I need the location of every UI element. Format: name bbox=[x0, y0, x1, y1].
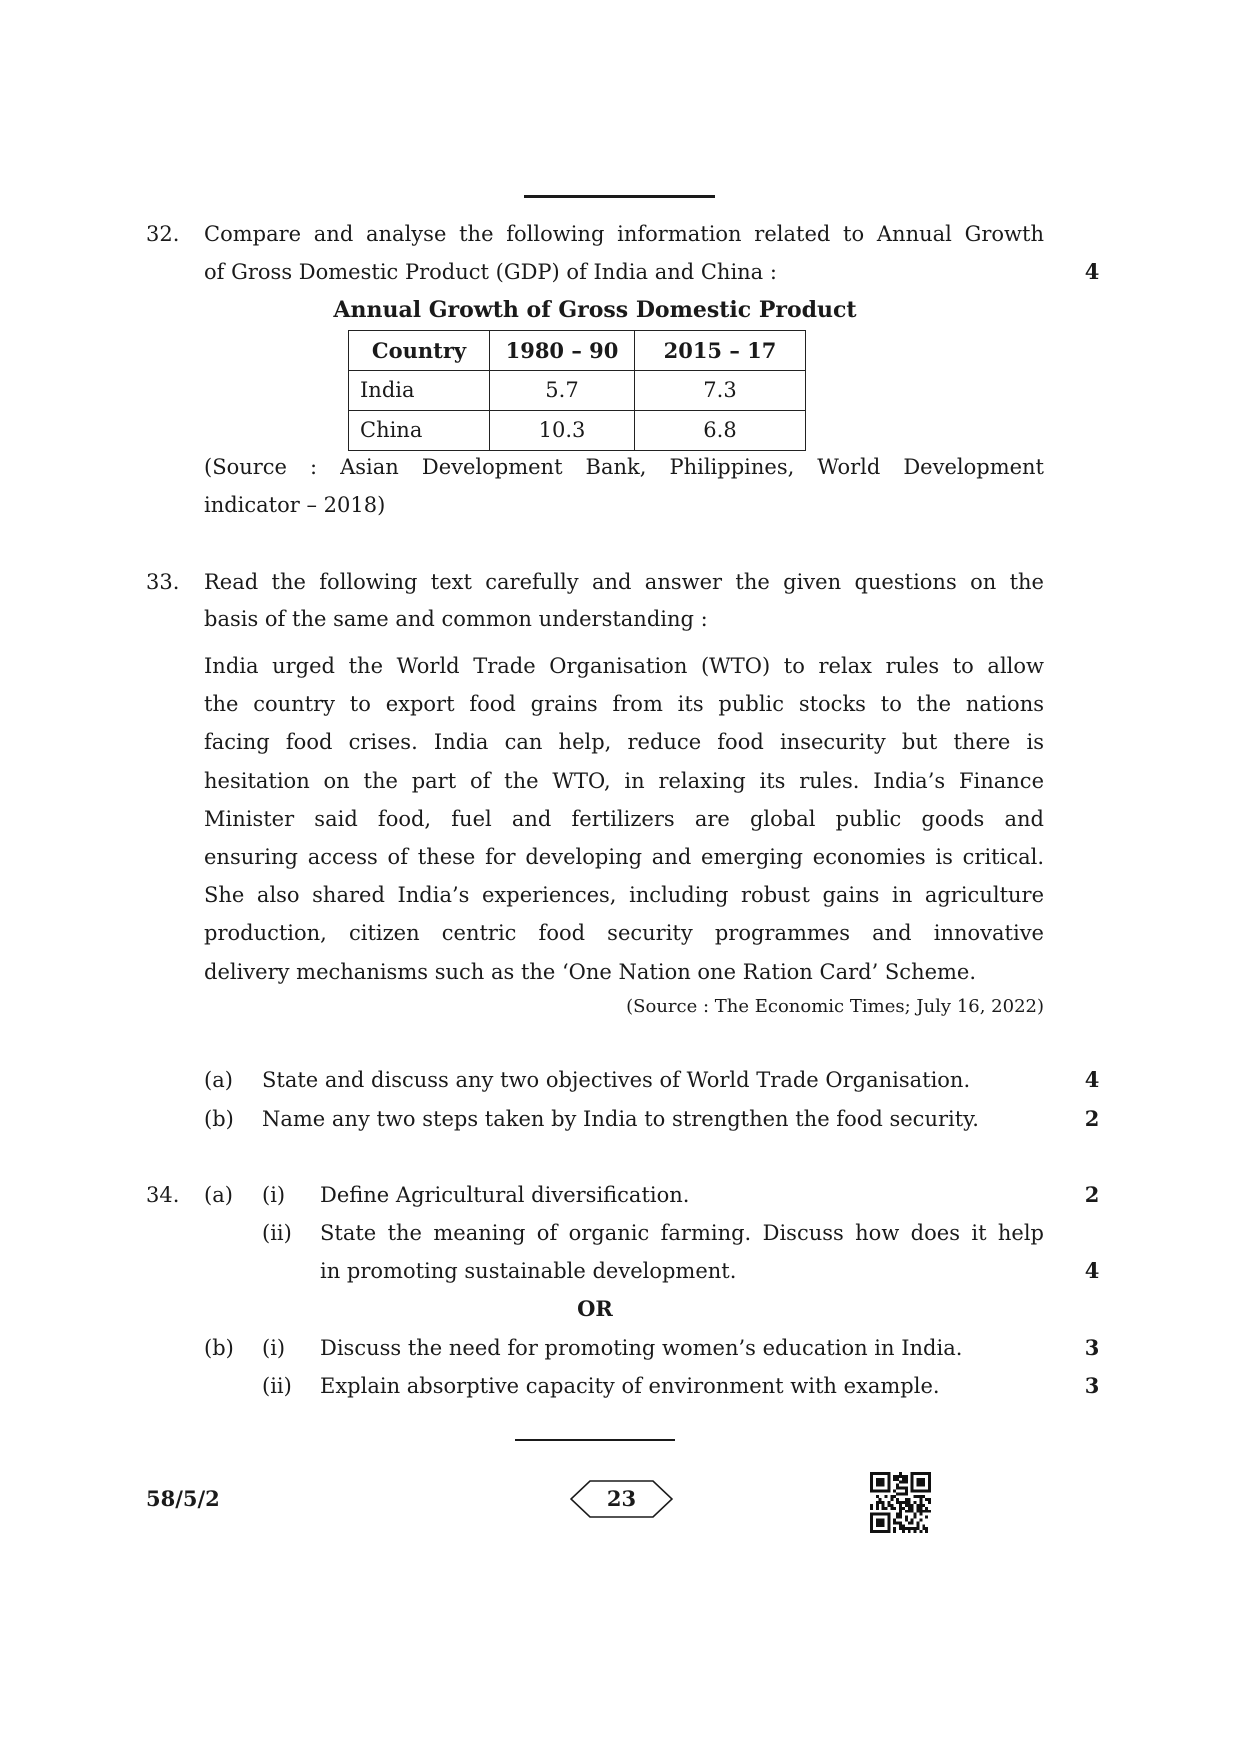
qr-module bbox=[876, 1478, 885, 1487]
qr-module bbox=[890, 1495, 893, 1498]
qr-module bbox=[916, 1527, 919, 1530]
qr-module bbox=[896, 1513, 899, 1516]
qr-module bbox=[916, 1495, 919, 1498]
qr-module bbox=[922, 1510, 925, 1513]
qr-module bbox=[905, 1481, 908, 1484]
qr-module bbox=[922, 1504, 925, 1507]
qr-module bbox=[919, 1510, 922, 1513]
qr-module bbox=[925, 1510, 928, 1513]
qr-module bbox=[925, 1530, 928, 1533]
qr-module bbox=[928, 1510, 931, 1513]
qr-module bbox=[905, 1489, 908, 1492]
qr-module bbox=[919, 1498, 922, 1501]
table-header-cell: 1980 – 90 bbox=[490, 331, 635, 371]
qr-module bbox=[896, 1475, 899, 1478]
qr-module bbox=[887, 1501, 890, 1504]
qr-module bbox=[902, 1475, 905, 1478]
qr-module bbox=[879, 1498, 882, 1501]
passage-line: the country to export food grains from its public stocks to the nations bbox=[204, 692, 1044, 716]
qr-module bbox=[908, 1510, 911, 1513]
qr-module bbox=[925, 1507, 928, 1510]
marks: 3 bbox=[1084, 1335, 1100, 1360]
qr-module bbox=[908, 1527, 911, 1530]
passage-line: Minister said food, fuel and fertilizers are global public goods and bbox=[204, 807, 1044, 831]
qr-module bbox=[905, 1498, 908, 1501]
qr-module bbox=[914, 1516, 917, 1519]
qr-module bbox=[905, 1475, 908, 1478]
qr-module bbox=[902, 1524, 905, 1527]
marks: 4 bbox=[1084, 1067, 1100, 1092]
qr-module bbox=[914, 1527, 917, 1530]
sub-part-label: (i) bbox=[262, 1183, 286, 1207]
qr-module bbox=[916, 1521, 919, 1524]
qr-module bbox=[908, 1504, 911, 1507]
passage-line: ensuring access of these for developing and emerging economies is critical. bbox=[204, 845, 1044, 869]
marks: 4 bbox=[1084, 259, 1100, 284]
qr-module bbox=[922, 1524, 925, 1527]
paper-code: 58/5/2 bbox=[146, 1486, 220, 1511]
qr-module bbox=[899, 1481, 902, 1484]
qr-module bbox=[902, 1487, 905, 1490]
qr-module bbox=[922, 1527, 925, 1530]
qr-module bbox=[882, 1504, 885, 1507]
qr-module bbox=[911, 1504, 914, 1507]
question-text-line: of Gross Domestic Product (GDP) of India and China : bbox=[204, 260, 777, 284]
qr-module bbox=[876, 1518, 885, 1527]
page-number: 23 bbox=[606, 1486, 637, 1511]
qr-module bbox=[916, 1504, 919, 1507]
qr-module bbox=[890, 1498, 893, 1501]
qr-module bbox=[911, 1510, 914, 1513]
passage-line: delivery mechanisms such as the ‘One Nation one Ration Card’ Scheme. bbox=[204, 960, 977, 984]
qr-module bbox=[899, 1507, 902, 1510]
qr-module bbox=[870, 1504, 873, 1507]
qr-module bbox=[905, 1478, 908, 1481]
qr-module bbox=[896, 1484, 899, 1487]
passage-line: production, citizen centric food security programmes and innovative bbox=[204, 921, 1044, 945]
table-cell: 5.7 bbox=[490, 371, 635, 411]
qr-module bbox=[925, 1527, 928, 1530]
sub-part-label: (ii) bbox=[262, 1374, 292, 1398]
qr-module bbox=[902, 1507, 905, 1510]
qr-module bbox=[890, 1504, 893, 1507]
qr-module bbox=[919, 1504, 922, 1507]
qr-module bbox=[911, 1518, 914, 1521]
table-title: Annual Growth of Gross Domestic Product bbox=[333, 297, 857, 323]
qr-module bbox=[905, 1501, 908, 1504]
qr-module bbox=[896, 1487, 899, 1490]
qr-module bbox=[914, 1501, 917, 1504]
qr-module bbox=[914, 1495, 917, 1498]
sub-part-label: (i) bbox=[262, 1336, 286, 1360]
qr-module bbox=[896, 1501, 899, 1504]
qr-module bbox=[919, 1501, 922, 1504]
qr-module bbox=[905, 1516, 908, 1519]
question-text-line: Compare and analyse the following information related to Annual Growth bbox=[204, 222, 1044, 246]
qr-module bbox=[899, 1492, 902, 1495]
qr-module bbox=[905, 1518, 908, 1521]
qr-module bbox=[916, 1524, 919, 1527]
qr-module bbox=[896, 1521, 899, 1524]
marks: 2 bbox=[1084, 1106, 1100, 1131]
qr-module bbox=[919, 1495, 922, 1498]
qr-module bbox=[893, 1521, 896, 1524]
qr-module bbox=[919, 1518, 922, 1521]
bottom-divider bbox=[515, 1439, 675, 1441]
qr-code bbox=[870, 1472, 931, 1533]
qr-module bbox=[899, 1510, 902, 1513]
qr-module bbox=[893, 1530, 896, 1533]
qr-module bbox=[893, 1495, 896, 1498]
qr-module bbox=[899, 1504, 902, 1507]
qr-module bbox=[899, 1472, 902, 1475]
qr-module bbox=[919, 1530, 922, 1533]
qr-module bbox=[908, 1507, 911, 1510]
qr-module bbox=[882, 1501, 885, 1504]
qr-module bbox=[914, 1513, 917, 1516]
question-text-line: basis of the same and common understanding : bbox=[204, 607, 708, 631]
qr-module bbox=[928, 1501, 931, 1504]
table-cell: India bbox=[349, 371, 490, 411]
part-text: State and discuss any two objectives of World Trade Organisation. bbox=[262, 1068, 971, 1092]
table-header-cell: 2015 – 17 bbox=[635, 331, 806, 371]
qr-module bbox=[896, 1516, 899, 1519]
qr-module bbox=[890, 1507, 893, 1510]
source-line: (Source : Asian Development Bank, Philippines, World Development bbox=[204, 455, 1044, 479]
qr-module bbox=[902, 1478, 905, 1481]
qr-module bbox=[905, 1487, 908, 1490]
passage-line: facing food crises. India can help, reduce food insecurity but there is bbox=[204, 730, 1044, 754]
option-label: (b) bbox=[204, 1336, 234, 1360]
qr-module bbox=[870, 1507, 873, 1510]
qr-module bbox=[896, 1492, 899, 1495]
qr-module bbox=[914, 1530, 917, 1533]
qr-module bbox=[876, 1501, 879, 1504]
qr-module bbox=[919, 1513, 922, 1516]
option-label: (a) bbox=[204, 1183, 233, 1207]
qr-module bbox=[902, 1501, 905, 1504]
qr-module bbox=[905, 1527, 908, 1530]
qr-module bbox=[908, 1530, 911, 1533]
top-divider bbox=[524, 195, 715, 198]
qr-module bbox=[911, 1521, 914, 1524]
qr-module bbox=[908, 1521, 911, 1524]
marks: 4 bbox=[1084, 1258, 1100, 1283]
qr-module bbox=[902, 1530, 905, 1533]
qr-module bbox=[896, 1478, 899, 1481]
question-text-line: Read the following text carefully and answer the given questions on the bbox=[204, 570, 1044, 594]
passage-line: She also shared India’s experiences, including robust gains in agriculture bbox=[204, 883, 1044, 907]
qr-module bbox=[893, 1507, 896, 1510]
qr-module bbox=[885, 1507, 888, 1510]
table-header-row bbox=[349, 331, 806, 371]
qr-module bbox=[879, 1501, 882, 1504]
qr-module bbox=[899, 1475, 902, 1478]
qr-module bbox=[919, 1507, 922, 1510]
qr-module bbox=[893, 1527, 896, 1530]
source-line: indicator – 2018) bbox=[204, 493, 386, 517]
part-text: Name any two steps taken by India to strengthen the food security. bbox=[262, 1107, 979, 1131]
qr-module bbox=[905, 1492, 908, 1495]
sub-part-label: (ii) bbox=[262, 1221, 292, 1245]
part-label: (b) bbox=[204, 1107, 234, 1131]
qr-module bbox=[899, 1524, 902, 1527]
or-separator: OR bbox=[577, 1296, 613, 1321]
question-number: 33. bbox=[146, 570, 180, 594]
qr-module bbox=[899, 1513, 902, 1516]
table-cell: China bbox=[349, 411, 490, 451]
qr-module bbox=[925, 1498, 928, 1501]
qr-module bbox=[905, 1510, 908, 1513]
question-number: 34. bbox=[146, 1183, 180, 1207]
qr-module bbox=[902, 1527, 905, 1530]
qr-module bbox=[902, 1481, 905, 1484]
passage-line: hesitation on the part of the WTO, in relaxing its rules. India’s Finance bbox=[204, 769, 1044, 793]
qr-module bbox=[911, 1507, 914, 1510]
qr-module bbox=[896, 1498, 899, 1501]
marks: 2 bbox=[1084, 1182, 1100, 1207]
table-header-cell: Country bbox=[349, 331, 490, 371]
passage-line: India urged the World Trade Organisation (WTO) to relax rules to allow bbox=[204, 654, 1044, 678]
table-row bbox=[349, 371, 806, 411]
table-row bbox=[349, 411, 806, 451]
sub-part-text: in promoting sustainable development. bbox=[320, 1259, 737, 1283]
qr-module bbox=[908, 1498, 911, 1501]
question-number: 32. bbox=[146, 222, 180, 246]
qr-module bbox=[885, 1495, 888, 1498]
qr-module bbox=[899, 1527, 902, 1530]
qr-module bbox=[916, 1507, 919, 1510]
part-label: (a) bbox=[204, 1068, 233, 1092]
qr-module bbox=[911, 1527, 914, 1530]
qr-module bbox=[916, 1510, 919, 1513]
qr-module bbox=[899, 1487, 902, 1490]
qr-module bbox=[882, 1507, 885, 1510]
qr-module bbox=[899, 1501, 902, 1504]
qr-module bbox=[887, 1504, 890, 1507]
qr-module bbox=[902, 1492, 905, 1495]
qr-module bbox=[925, 1516, 928, 1519]
sub-part-text: Explain absorptive capacity of environment with example. bbox=[320, 1374, 940, 1398]
gdp-table bbox=[348, 330, 806, 451]
qr-module bbox=[876, 1504, 879, 1507]
qr-module bbox=[908, 1501, 911, 1504]
qr-module bbox=[893, 1478, 896, 1481]
qr-module bbox=[905, 1504, 908, 1507]
qr-module bbox=[899, 1516, 902, 1519]
sub-part-text: State the meaning of organic farming. Discuss how does it help bbox=[320, 1221, 1044, 1245]
qr-module bbox=[893, 1475, 896, 1478]
passage-source: (Source : The Economic Times; July 16, 2022) bbox=[626, 996, 1044, 1017]
qr-module bbox=[893, 1518, 896, 1521]
qr-module bbox=[916, 1478, 925, 1487]
table-cell: 7.3 bbox=[635, 371, 806, 411]
qr-module bbox=[876, 1507, 879, 1510]
table-cell: 10.3 bbox=[490, 411, 635, 451]
qr-module bbox=[899, 1521, 902, 1524]
sub-part-text: Discuss the need for promoting women’s education in India. bbox=[320, 1336, 963, 1360]
qr-module bbox=[893, 1489, 896, 1492]
sub-part-text: Define Agricultural diversification. bbox=[320, 1183, 690, 1207]
table-cell: 6.8 bbox=[635, 411, 806, 451]
qr-module bbox=[928, 1498, 931, 1501]
marks: 3 bbox=[1084, 1373, 1100, 1398]
qr-module bbox=[922, 1495, 925, 1498]
qr-module bbox=[876, 1495, 879, 1498]
